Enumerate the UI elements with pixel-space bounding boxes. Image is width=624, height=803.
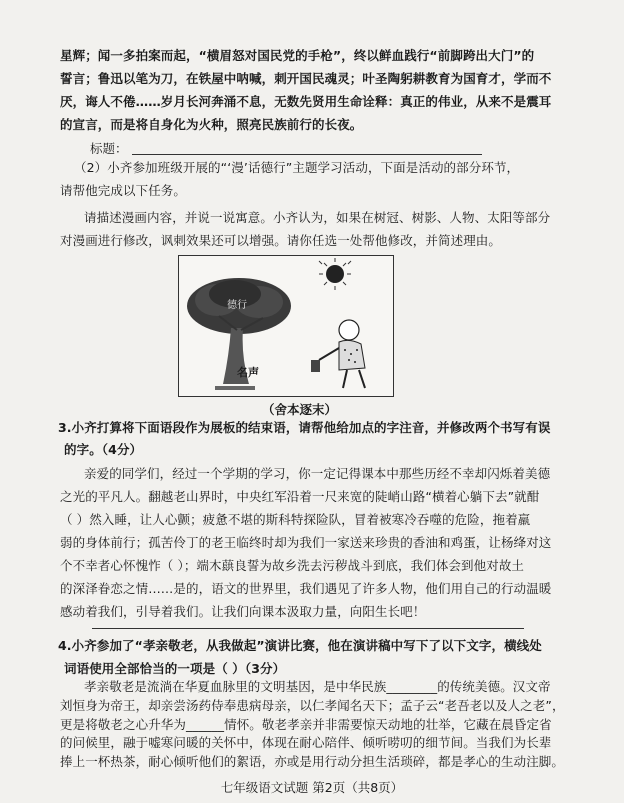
page-footer: 七年级语文试题 第2页（共8页） xyxy=(220,780,404,795)
q3-body-line: 的深泽眷恋之情……是的，语文的世界里，我们遇见了许多人物，他们用自己的行动温暖 xyxy=(60,581,552,596)
paragraph-line: 誓言；鲁迅以笔为刀，在铁屋中呐喊，刺开国民魂灵；叶圣陶躬耕教育为国育才，学而不 xyxy=(60,71,552,86)
title-answer-line[interactable] xyxy=(132,154,482,155)
q3-body-line: 弱的身体前行；孤苦伶丁的老王临终时却为我们一家送来珍贵的香油和鸡蛋，让杨绛对这 xyxy=(60,535,552,550)
cartoon-drawing xyxy=(179,256,393,396)
q3-body-line: 感动着我们，引导着我们。让我们向课本汲取力量，向阳生长吧！ xyxy=(60,604,426,619)
q4-header-line: 词语使用全部恰当的一项是（ ）（3分） xyxy=(64,661,286,676)
tree-label: 德行 xyxy=(227,300,247,311)
cartoon-image xyxy=(178,255,394,397)
paragraph-line: 厌，诲人不倦……岁月长河奔涌不息，无数先贤用生命诠释：真正的伟业，从来不是震耳 xyxy=(60,94,552,109)
q4-body-line: 捧上一杯热茶，耐心倾听他们的絮语，亦或是用行动分担生活琐碎，都是孝心的生动注脚。 xyxy=(60,754,565,769)
paragraph-line: 的宣言，而是将自身化为火种，照亮民族前行的长夜。 xyxy=(60,117,363,132)
q4-body-line: 更是将敬老之心升华为______情怀。敬老孝亲并非需要惊天动地的壮举，它藏在晨昏定省 xyxy=(60,717,552,732)
q2-task-line: 对漫画进行修改，讽刺效果还可以增强。请你任选一处帮他修改，并简述理由。 xyxy=(60,233,502,248)
q3-header-line: 的字。（4分） xyxy=(64,442,143,457)
sun-icon xyxy=(319,258,351,290)
q3-body-line: （ ）然入睡，让人心颤；疲惫不堪的斯科特探险队，冒着被寒冷吞噬的危险，拖着羸 xyxy=(60,512,531,527)
q2-task-line: 请描述漫画内容，并说一说寓意。小齐认为，如果在树冠、树影、人物、太阳等部分 xyxy=(84,210,551,225)
cartoon-caption: （舍本逐末） xyxy=(262,402,338,417)
title-label: 标题： xyxy=(90,141,128,156)
q2-intro-line: （2）小齐参加班级开展的“‘漫’话德行”主题学习活动，下面是活动的部分环节， xyxy=(74,160,520,175)
q4-body-line: 孝亲敬老是流淌在华夏血脉里的文明基因，是中华民族________的传统美德。汉文帝 xyxy=(84,679,551,694)
paragraph-line: 星辉；闻一多拍案而起，“横眉怒对国民党的手枪”，终以鲜血践行“前脚跨出大门”的 xyxy=(60,48,535,63)
q3-header-line: 3.小齐打算将下面语段作为展板的结束语，请帮他给加点的字注音，并修改两个书写有误 xyxy=(58,420,551,435)
q3-body-line: 个不幸者心怀愧怍（ ）；端木蕻良誓为故乡洗去污秽战斗到底，我们体会到他对故土 xyxy=(60,558,525,573)
q3-body-line: 亲爱的同学们，经过一个学期的学习，你一定记得课本中那些历经不幸却闪烁着美德 xyxy=(84,466,551,481)
bottle-label: 名声 xyxy=(237,366,259,379)
person-icon xyxy=(311,320,365,388)
q4-header-line: 4.小齐参加了“孝亲敬老，从我做起”演讲比赛，他在演讲稿中写下了以下文字，横线处 xyxy=(58,638,542,653)
q2-intro-line: 请帮他完成以下任务。 xyxy=(60,183,187,198)
q4-body-line: 刘恒身为帝王，却亲尝汤药侍奉患病母亲，以仁孝闻名天下；孟子云“老吾老以及人之老”， xyxy=(60,698,565,713)
q3-answer-line[interactable] xyxy=(92,628,524,629)
q3-body-line: 之光的平凡人。翻越老山界时，中央红军沿着一尺来宽的陡峭山路“横着心躺下去”就酣 xyxy=(60,489,540,504)
q4-body-line: 的问候里，融于嘘寒问暖的关怀中，体现在耐心陪伴、倾听唠叨的细节间。当我们为长辈 xyxy=(60,735,552,750)
